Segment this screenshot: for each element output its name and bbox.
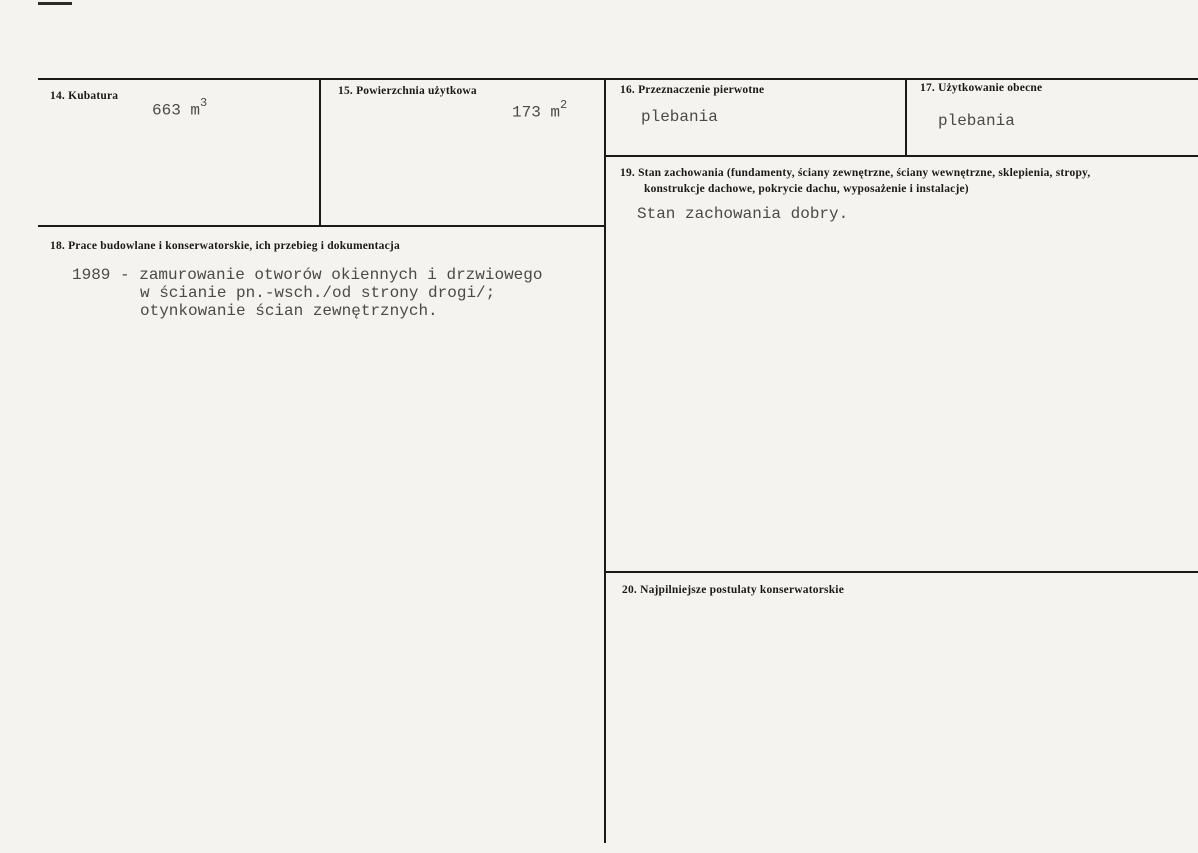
field-19-label-line-2: konstrukcje dachowe, pokrycie dachu, wyposażenie i instalacje) xyxy=(644,183,969,195)
field-20-label: 20. Najpilniejsze postulaty konserwatorskie xyxy=(622,584,844,596)
field-18-value-line-3: otynkowanie ścian zewnętrznych. xyxy=(140,302,438,320)
field-18-value-line-1: 1989 - zamurowanie otworów okiennych i drzwiowego xyxy=(72,266,543,284)
divider-row-14-15-bottom xyxy=(38,225,605,227)
divider-row-16-17-bottom xyxy=(604,155,1198,157)
field-18-value-line-2: w ścianie pn.-wsch./od strony drogi/; xyxy=(140,284,496,302)
field-17-value: plebania xyxy=(938,112,1015,130)
field-16-label: 16. Przeznaczenie pierwotne xyxy=(620,84,765,96)
registration-mark xyxy=(38,2,72,5)
field-14-label: 14. Kubatura xyxy=(50,90,119,102)
field-19-value: Stan zachowania dobry. xyxy=(637,205,849,223)
field-15-value: 173 $m^2$ xyxy=(512,98,568,122)
divider-main-vertical xyxy=(604,78,606,843)
field-16-value: plebania xyxy=(641,108,718,126)
field-19-label: 19. Stan zachowania (fundamenty, ściany zewnętrzne, ściany wewnętrzne, sklepienia, stropy, xyxy=(620,167,1091,179)
field-15-label: 15. Powierzchnia użytkowa xyxy=(338,85,477,97)
divider-19-20 xyxy=(604,571,1198,573)
field-14-value: 663 $m^3$ xyxy=(152,96,208,120)
divider-14-15 xyxy=(319,78,321,227)
field-18-label: 18. Prace budowlane i konserwatorskie, ich przebieg i dokumentacja xyxy=(50,240,400,252)
divider-16-17 xyxy=(905,78,907,157)
field-17-label: 17. Użytkowanie obecne xyxy=(920,82,1043,94)
